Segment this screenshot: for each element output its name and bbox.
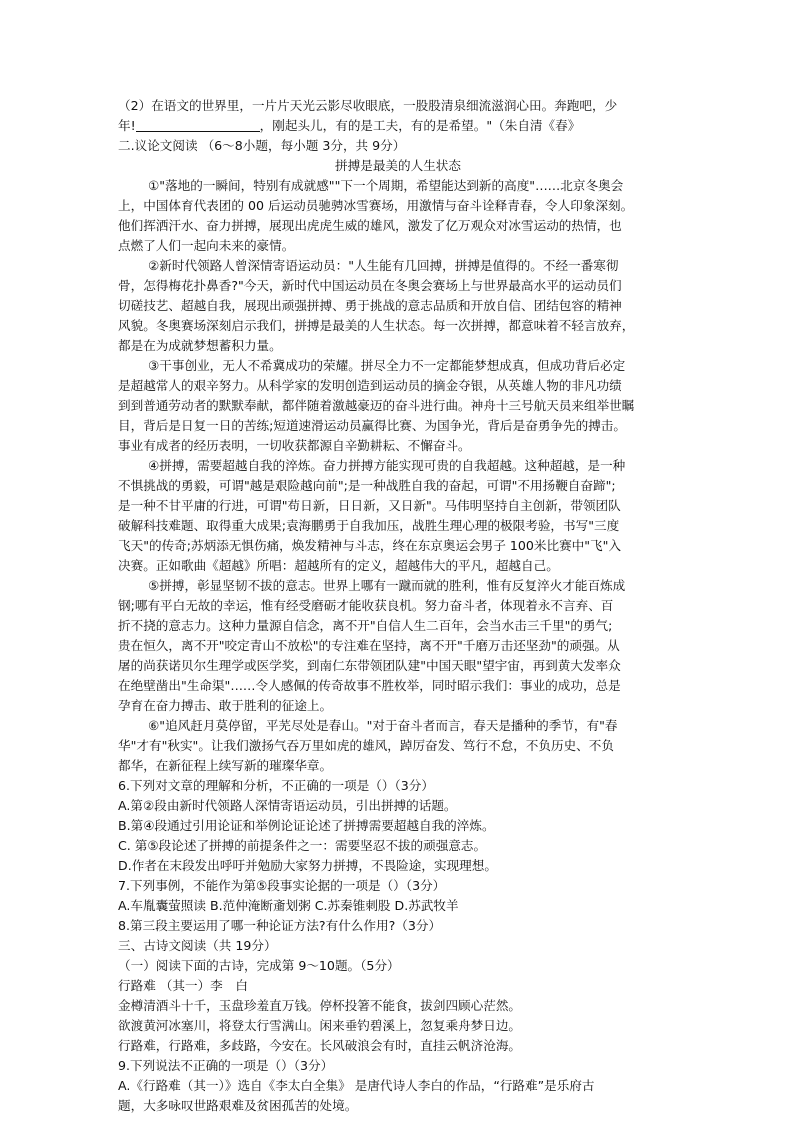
paragraph-line: 屠的尚获诺贝尔生理学或医学奖，到南仁东带领团队建"中国天眼"望宇宙，再到黄大发率众 (118, 658, 621, 673)
paragraph-line: 上，中国体育代表团的 00 后运动员驰骋冰雪赛场，用激情与奋斗诠释青春，令人印象深刻。 (118, 198, 634, 213)
question-options: A.车胤囊萤照读 B.范仲淹断齑划粥 C.苏秦锥刺股 D.苏武牧羊 (118, 898, 459, 913)
paragraph-line: 目，背后是日复一日的苦练;短道速滑运动员赢得比赛、为国争光，背后是奋勇争先的搏击。 (118, 418, 626, 433)
paragraph-line: ①"落地的一瞬间，特别有成就感""下一个周期，希望能达到新的高度"……北京冬奥会 (148, 178, 624, 193)
paragraph-line: 是超越常人的艰辛努力。从科学家的发明创造到运动员的摘金夺银，从英雄人物的非凡功绩 (118, 378, 622, 393)
exam-page (118, 96, 678, 1116)
poem-line: 欲渡黄河冰塞川，将登太行雪满山。闲来垂钓碧溪上，忽复乘舟梦日边。 (118, 1018, 521, 1033)
paragraph-line: 在绝壁凿出"生命渠"……令人感佩的传奇故事不胜枚举，同时昭示我们：事业的成功，总是 (118, 678, 621, 693)
paragraph-line: 点燃了人们一起向未来的豪情。 (118, 238, 295, 253)
paragraph-line: 折不挠的意志力。这种力量源自信念，离不开"自信人生二百年，会当水击三千里"的勇气; (118, 618, 613, 633)
paragraph-line: 决赛。正如歌曲《超越》所唱：超越所有的定义，超越伟大的平凡，超越自己。 (118, 558, 559, 573)
section-2-heading: 二.议论文阅读 （6～8小题，每小题 3分，共 9分） (118, 138, 406, 153)
paragraph-line: 不惧挑战的勇毅，可谓"越是艰险越向前";是一种战胜自我的奋起，可谓"不用扬鞭自奋蹄"; (118, 478, 616, 493)
paragraph-line: 贵在恒久，离不开"咬定青山不放松"的专注难在坚持，离不开"千磨万击还坚劲"的顽强。从 (118, 638, 620, 653)
paragraph-3 (118, 356, 678, 456)
poem-line: 金樽清酒斗十千，玉盘珍羞直万钱。停杯投箸不能食，拔剑四顾心茫然。 (118, 998, 521, 1013)
paragraph-5 (118, 576, 678, 716)
option-d: D.作者在末段发出呼吁并勉励大家努力拼搏，不畏险途，实现理想。 (118, 858, 497, 873)
section-3-heading: 三、古诗文阅读（共 19分） (118, 938, 277, 953)
question-8: 8.第三段主要运用了哪一种论证方法?有什么作用?（3分） (118, 918, 442, 933)
paragraph-line: ②新时代领路人曾深情寄语运动员："人生能有几回搏，拼搏是值得的。不经一番寒彻 (148, 258, 619, 273)
question-7 (118, 876, 678, 916)
paragraph-line: 飞天"的传奇;苏炳添无惧伤痛，焕发精神与斗志，终在东京奥运会男子 100米比赛中"飞"入 (118, 538, 622, 553)
question-stem: 6.下列对文章的理解和分析，不正确的一项是（）（3分） (118, 778, 434, 793)
paragraph-line: 孕育在奋力搏击、敢于胜利的征途上。 (118, 698, 333, 713)
option-a: A.《行路难（其一）》选自《李太白全集》 是唐代诗人李白的作品，“行路难”是乐府古 (118, 1078, 595, 1093)
question-stem: 7.下列事例，不能作为第⑤段事实论据的一项是（）（3分） (118, 878, 446, 893)
paragraph-line: 他们挥洒汗水、奋力拼搏，展现出虎虎生威的雄风，激发了亿万观众对冰雪运动的热情，也 (118, 218, 622, 233)
option-b: B.第④段通过引用论证和举例论证论述了拼搏需要超越自我的淬炼。 (118, 818, 495, 833)
paragraph-line: 都是在为成就梦想蓄积力量。 (118, 338, 282, 353)
paragraph-4 (118, 456, 678, 576)
paragraph-2 (118, 256, 678, 356)
paragraph-line: 是一种不甘平庸的行进，可谓"苟日新，日日新，又日新"。马伟明坚持自主创新，带领团队 (118, 498, 621, 513)
option-c: C. 第⑤段论述了拼搏的前提条件之一：需要坚忍不拔的顽强意志。 (118, 838, 487, 853)
poem-title: 行路难 （其一）李 白 (118, 978, 248, 993)
question-stem: 9.下列说法不正确的一项是（）（3分） (118, 1058, 334, 1073)
question-6 (118, 776, 678, 876)
paragraph-line: 都华，在新征程上续写新的璀璨华章。 (118, 758, 333, 773)
option-a: A.第②段由新时代领路人深情寄语运动员，引出拼搏的话题。 (118, 798, 457, 813)
answer-blank[interactable] (136, 117, 260, 132)
poem-line: 行路难，行路难，多歧路，今安在。长风破浪会有时，直挂云帆济沧海。 (118, 1038, 521, 1053)
question-9 (118, 1056, 678, 1116)
q2-line-2 (118, 116, 678, 136)
paragraph-1 (118, 176, 678, 256)
q2-line-1: （2）在语文的世界里，一片片天光云影尽收眼底，一股股清泉细流滋润心田。奔跑吧，少 (118, 98, 618, 113)
paragraph-line: ④拼搏，需要超越自我的淬炼。奋力拼搏方能实现可贵的自我超越。这种超越，是一种 (148, 458, 626, 473)
paragraph-line: 华"才有"秋实"。让我们激扬气吞万里如虎的雄风，踔厉奋发、笃行不怠，不负历史、不负 (118, 738, 614, 753)
paragraph-line: ③干事创业，无人不希冀成功的荣耀。拼尽全力不一定都能梦想成真，但成功背后必定 (148, 358, 626, 373)
paragraph-line: 破解科技难题、取得重大成果;袁海鹏勇于自我加压，战胜生理心理的极限考验，书写"三度 (118, 518, 620, 533)
paragraph-line: ⑥"追风赶月莫停留，平芜尽处是春山。"对于奋斗者而言，春天是播种的季节，有"春 (148, 718, 618, 733)
q2-line-2-prefix: 年! (118, 118, 136, 133)
paragraph-line: 事业有成者的经历表明，一切收获都源自辛勤耕耘、不懈奋斗。 (118, 438, 471, 453)
poem-body (118, 996, 678, 1056)
paragraph-line: 风貌。冬奥赛场深刻启示我们，拼搏是最美的人生状态。每一次拼搏，都意味着不轻言放弃， (118, 318, 635, 333)
paragraph-line: 钢;哪有平白无故的幸运，惟有经受磨砺才能收获良机。努力奋斗者，体现着永不言弃、百 (118, 598, 614, 613)
paragraph-line: 切磋技艺、超越自我，展现出顽强拼搏、勇于挑战的意志品质和开放自信、团结包容的精神 (118, 298, 622, 313)
subsection-1-heading: （一）阅读下面的古诗，完成第 9～10题。（5分） (118, 958, 400, 973)
paragraph-line: ⑤拼搏，彰显坚韧不拔的意志。世界上哪有一蹴而就的胜利，惟有反复淬火才能百炼成 (148, 578, 626, 593)
option-a-continued: 题，大多咏叹世路艰难及贫困孤苦的处境。 (118, 1098, 358, 1113)
paragraph-line: 到到普通劳动者的默默奉献，都伴随着激越豪迈的奋斗进行曲。神舟十三号航天员来组举世瞩 (118, 398, 635, 413)
article-title: 拼搏是最美的人生状态 (335, 158, 461, 173)
paragraph-6 (118, 716, 678, 776)
paragraph-line: 骨，怎得梅花扑鼻香?"今天，新时代中国运动员在冬奥会赛场上与世界最高水平的运动员们 (118, 278, 622, 293)
q2-line-2-suffix: ，刚起头儿，有的是工夫，有的是希望。"（朱自清《春》 (259, 118, 581, 133)
